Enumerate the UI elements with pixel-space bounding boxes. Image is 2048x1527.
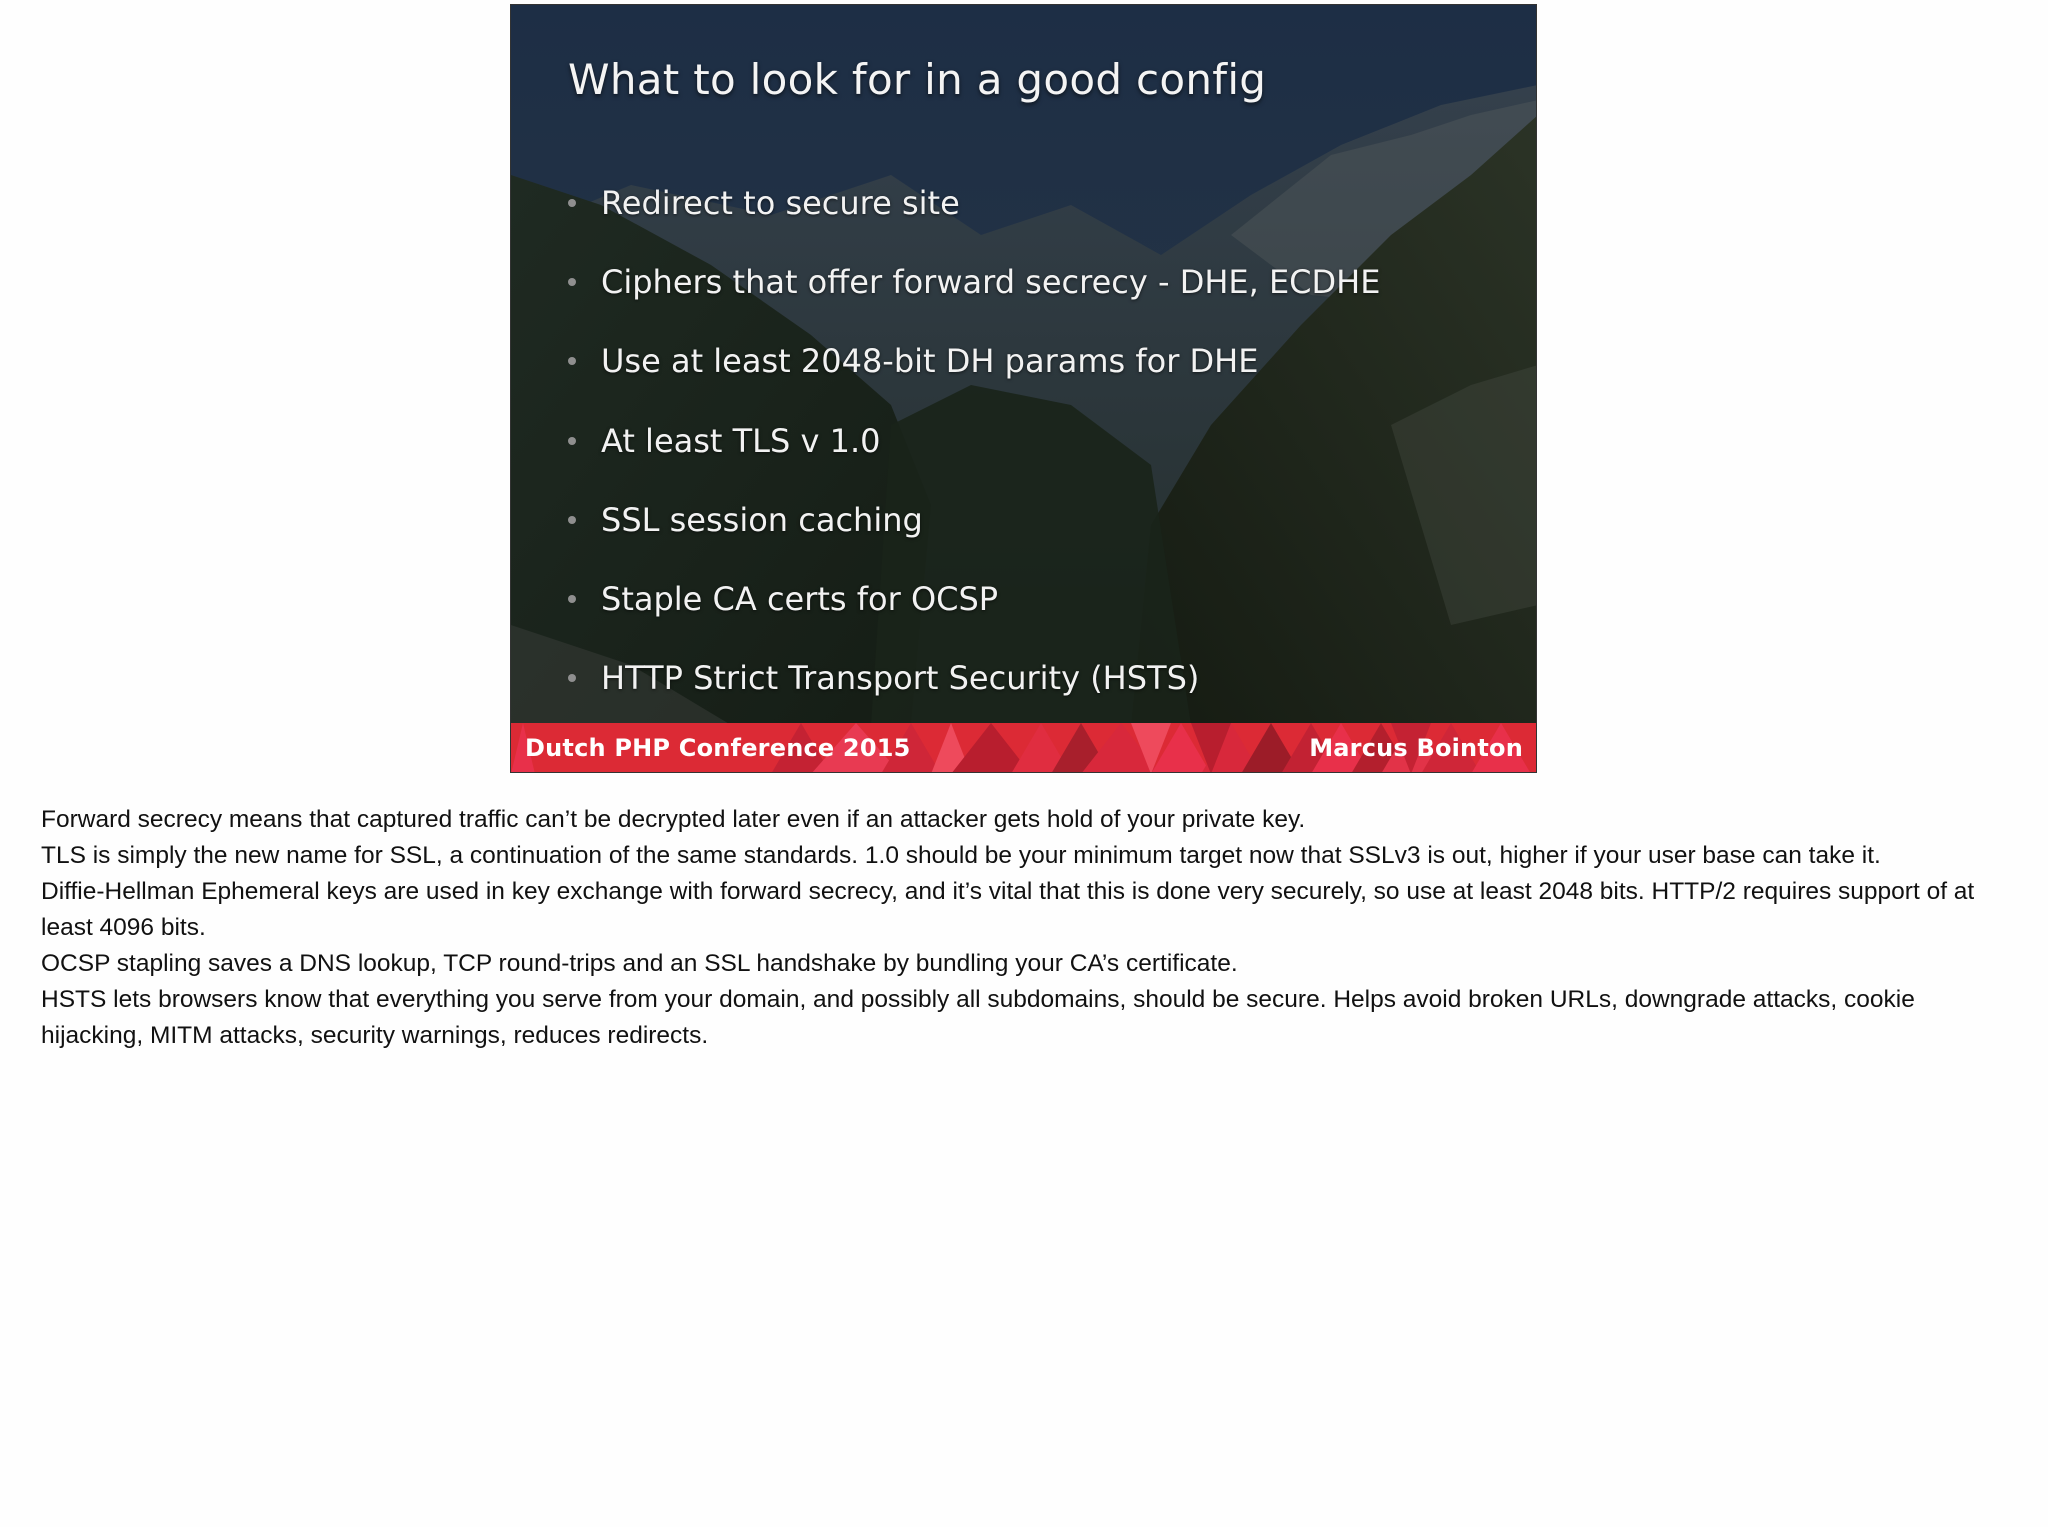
- bullet-dot-icon: [568, 674, 576, 682]
- bullet-dot-icon: [568, 516, 576, 524]
- bullet-text: Staple CA certs for OCSP: [601, 580, 999, 619]
- bullet-item: [568, 639, 1380, 718]
- bullet-item: [568, 322, 1380, 401]
- bullet-dot-icon: [568, 595, 576, 603]
- bullet-item: [568, 559, 1380, 638]
- bullet-dot-icon: [568, 357, 576, 365]
- note-paragraph: OCSP stapling saves a DNS lookup, TCP round-trips and an SSL handshake by bundling your CA’s certificate.: [41, 950, 1238, 977]
- footer-conference-name: Dutch PHP Conference 2015: [525, 734, 911, 762]
- bullet-text: At least TLS v 1.0: [601, 421, 881, 460]
- note-paragraph: HSTS lets browsers know that everything you serve from your domain, and possibly all subdomains, should be secure. Helps avoid broken URLs, downgrade attacks, cookie hijacking, MITM attacks, security warnings, reduces redirects.: [41, 986, 1915, 1049]
- slide-footer: [511, 723, 1537, 773]
- bullet-text: Redirect to secure site: [601, 183, 960, 222]
- footer-speaker-name: Marcus Bointon: [1309, 734, 1523, 762]
- bullet-item: [568, 242, 1380, 321]
- note-paragraph: TLS is simply the new name for SSL, a continuation of the same standards. 1.0 should be your minimum target now that SSLv3 is out, higher if your user base can take it.: [41, 842, 1881, 869]
- bullet-text: SSL session caching: [601, 500, 923, 539]
- bullet-item: [568, 401, 1380, 480]
- bullet-dot-icon: [568, 278, 576, 286]
- slide: [510, 4, 1537, 773]
- bullet-text: HTTP Strict Transport Security (HSTS): [601, 659, 1200, 698]
- bullet-list: [568, 163, 1380, 718]
- speaker-notes: [41, 802, 2016, 1054]
- note-paragraph: Forward secrecy means that captured traffic can’t be decrypted later even if an attacker gets hold of your private key.: [41, 806, 1306, 833]
- note-paragraph: Diffie-Hellman Ephemeral keys are used in key exchange with forward secrecy, and it’s vital that this is done very securely, so use at least 2048 bits. HTTP/2 requires support of at least 4096 bits.: [41, 878, 1975, 941]
- bullet-dot-icon: [568, 437, 576, 445]
- bullet-dot-icon: [568, 199, 576, 207]
- bullet-text: Ciphers that offer forward secrecy - DHE, ECDHE: [601, 262, 1381, 301]
- slide-title: What to look for in a good config: [568, 55, 1267, 104]
- bullet-item: [568, 480, 1380, 559]
- bullet-item: [568, 163, 1380, 242]
- bullet-text: Use at least 2048-bit DH params for DHE: [601, 342, 1259, 381]
